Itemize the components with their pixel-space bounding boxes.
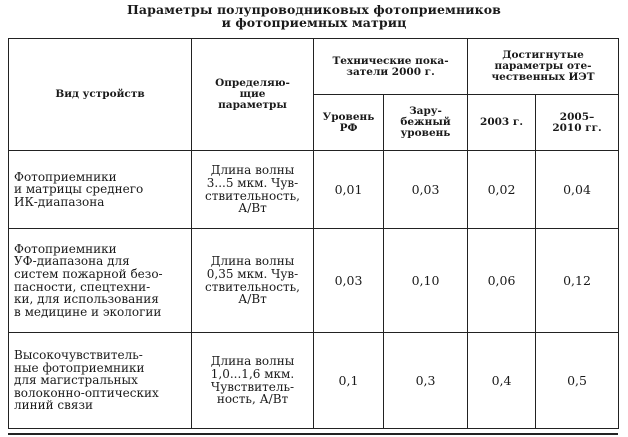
header-foreign-level: Зару- бежный уровень [384,95,468,151]
table-title: Параметры полупроводниковых фотоприемников и фотоприемных матриц [127,2,501,30]
header-row-top [9,39,619,95]
year-2005-2010-cell: 0,12 [536,229,619,333]
header-rf-level: Уровень РФ [314,95,384,151]
foreign-level-cell: 0,3 [384,333,468,429]
param-cell: Длина волны 0,35 мкм. Чув- ствительность, А/Вт [192,229,314,333]
header-achieved: Достигнутые параметры оте- чественных ИЭТ [468,39,619,95]
rf-level-cell: 0,01 [314,151,384,229]
year-2003-cell: 0,02 [468,151,536,229]
header-tech-2000: Технические пока- затели 2000 г. [314,39,468,95]
year-2005-2010-cell: 0,5 [536,333,619,429]
table-row [9,229,619,333]
rf-level-cell: 0,1 [314,333,384,429]
rf-level-cell: 0,03 [314,229,384,333]
header-year-2003: 2003 г. [468,95,536,151]
foreign-level-cell: 0,10 [384,229,468,333]
device-cell: Фотоприемники и матрицы среднего ИК-диапазона [9,151,192,229]
parameters-table [8,38,619,429]
year-2005-2010-cell: 0,04 [536,151,619,229]
year-2003-cell: 0,06 [468,229,536,333]
header-device-type: Вид устройств [9,39,192,151]
device-cell: Фотоприемники УФ-диапазона для систем пожарной безо- пасности, спецтехни- ки, для использования в медицине и экологии [9,229,192,333]
header-defining-params: Определяю- щие параметры [192,39,314,151]
year-2003-cell: 0,4 [468,333,536,429]
foreign-level-cell: 0,03 [384,151,468,229]
header-year-2005-2010: 2005– 2010 гг. [536,95,619,151]
table-row [9,333,619,429]
bottom-rule [8,433,618,435]
param-cell: Длина волны 1,0...1,6 мкм. Чувствитель- ность, А/Вт [192,333,314,429]
param-cell: Длина волны 3...5 мкм. Чув- ствительность, А/Вт [192,151,314,229]
table-row [9,151,619,229]
device-cell: Высокочувствитель- ные фотоприемники для магистральных волоконно-оптических линий связи [9,333,192,429]
